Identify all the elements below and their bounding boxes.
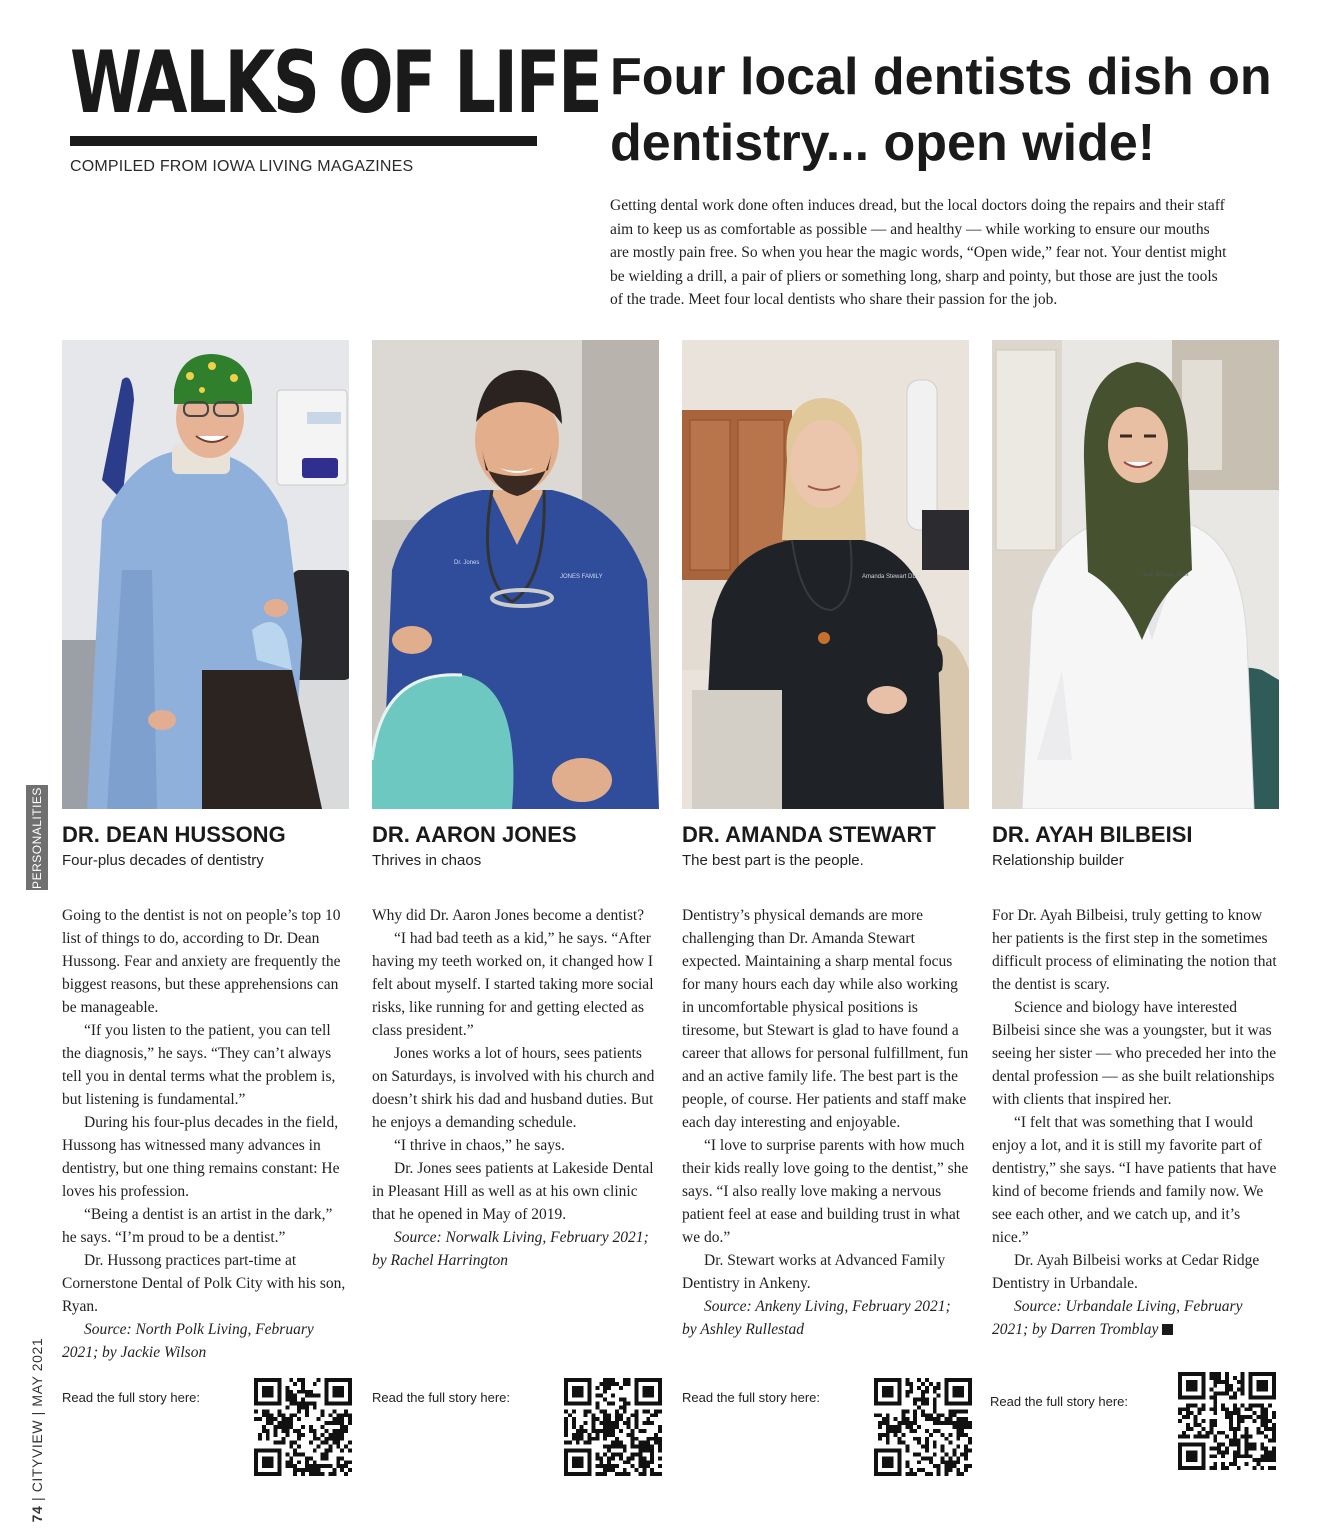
qr-code-icon[interactable] (564, 1378, 662, 1476)
coat-name-embroidery: Ayah Bilbeisi, DDS (1142, 572, 1189, 578)
body-paragraph: Dr. Hussong practices part-time at Cornerstone Dental of Polk City with his son, Ryan. (62, 1252, 346, 1315)
masthead-rule (70, 136, 537, 146)
photo-amanda-stewart (682, 340, 969, 809)
dentist-name: DR. AYAH BILBEISI (992, 822, 1193, 847)
profile-bilbeisi (992, 340, 1279, 1341)
body-paragraph: “I love to surprise parents with how much their kids really love going to the dentist,” she says. “I also really love making a nervous patient feel at ease and building trust in what we do.” (682, 1137, 969, 1246)
end-of-story-mark (1162, 1324, 1173, 1335)
qr-code-icon[interactable] (254, 1378, 352, 1476)
compiled-credit: COMPILED FROM IOWA LIVING MAGAZINES (70, 158, 414, 175)
profile-body (62, 904, 349, 1364)
section-title: WALKS OF LIFE (70, 33, 601, 133)
jones-portrait-image (372, 340, 659, 809)
source-credit: Source: Norwalk Living, February 2021; by Rachel Harrington (372, 1229, 649, 1269)
body-paragraph: Dentistry’s physical demands are more challenging than Dr. Amanda Stewart expected. Maintaining a sharp mental focus for many hours each day while also working in uncomfortable physical positions is tiresome, but Stewart is glad to have found a career that allows for personal fulfillment, fun and an active family life. The best part is the people, of course. Her patients and staff make each day interesting and enjoyable. (682, 907, 969, 1131)
read-more-label: Read the full story here: (990, 1394, 1129, 1409)
scrubs-name-embroidery: Dr. Jones (454, 560, 480, 566)
dentist-name: DR. AARON JONES (372, 822, 577, 847)
read-more-label: Read the full story here: (372, 1390, 511, 1405)
body-paragraph: Jones works a lot of hours, sees patients on Saturdays, is involved with his church and doesn’t shirk his dad and husband duties. But he enjoys a demanding schedule. (372, 1045, 655, 1131)
profile-body (992, 904, 1279, 1341)
qr-code-icon[interactable] (874, 1378, 972, 1476)
body-paragraph: Dr. Stewart works at Advanced Family Dentistry in Ankeny. (682, 1252, 946, 1292)
photo-ayah-bilbeisi (992, 340, 1279, 809)
photo-dean-hussong (62, 340, 349, 809)
article-headline: Four local dentists dish on dentistry... open wide! (610, 48, 1272, 172)
folio-separator: | (29, 1496, 45, 1502)
read-more-label: Read the full story here: (682, 1390, 821, 1405)
body-paragraph: Science and biology have interested Bilbeisi since she was a youngster, but it was seeing her sister — who preceded her into the dental profession — as she built relationships with clients that inspired her. (992, 999, 1277, 1108)
scrubs-logo-text: JONES FAMILY (560, 574, 603, 580)
dentist-name: DR. AMANDA STEWART (682, 822, 936, 847)
profile-hussong (62, 340, 349, 1364)
jacket-name-embroidery: Amanda Stewart DDS (862, 574, 921, 580)
stewart-portrait-image (682, 340, 969, 809)
hussong-portrait-image (62, 340, 349, 809)
dentist-tagline: Four-plus decades of dentistry (62, 852, 264, 869)
body-paragraph: Dr. Ayah Bilbeisi works at Cedar Ridge Dentistry in Urbandale. (992, 1252, 1260, 1292)
profile-stewart (682, 340, 969, 1341)
qr-code-icon[interactable] (1178, 1372, 1276, 1470)
source-text: Source: Urbandale Living, February 2021; by Darren Tromblay (992, 1298, 1243, 1338)
page-number: 74 (29, 1505, 45, 1523)
source-credit: Source: North Polk Living, February 2021; by Jackie Wilson (62, 1321, 314, 1361)
masthead (70, 33, 601, 175)
folio-separator: | (29, 1411, 45, 1416)
profile-jones (372, 340, 659, 1272)
body-paragraph: Why did Dr. Aaron Jones become a dentist? (372, 907, 645, 924)
issue-date: MAY 2021 (29, 1337, 45, 1407)
profile-body (682, 904, 969, 1341)
source-credit: Source: Ankeny Living, February 2021; by Ashley Rullestad (682, 1298, 951, 1338)
article-intro: Getting dental work done often induces dread, but the local doctors doing the repairs and their staff aim to keep us as comfortable as possible — and healthy — while working to ensure our mouths are mostly pain free. So when you hear the magic words, “Open wide,” fear not. Your dentist might be wielding a drill, a pair of pliers or something long, sharp and pointy, but those are just the tools of the trade. Meet four local dentists who share their passion for the job. (610, 197, 1227, 308)
page-folio (29, 1338, 45, 1523)
body-paragraph: “Being a dentist is an artist in the dark,” he says. “I’m proud to be a dentist.” (62, 1206, 333, 1246)
body-paragraph: “I had bad teeth as a kid,” he says. “After having my teeth worked on, it changed how I felt about myself. I started taking more social risks, like running for and getting elected as class president.” (372, 930, 654, 1039)
body-paragraph: “I felt that was something that I would enjoy a lot, and it is still my favorite part of dentistry,” she says. “I have patients that have kind of become friends and family now. We see each other, and we catch up, and it’s nice.” (992, 1114, 1277, 1246)
publication-name: CITYVIEW (29, 1419, 45, 1493)
body-paragraph: Dr. Jones sees patients at Lakeside Dental in Pleasant Hill as well as at his own clinic that he opened in May of 2019. (372, 1160, 654, 1223)
read-more-hussong (62, 1372, 352, 1476)
body-paragraph: “If you listen to the patient, you can tell the diagnosis,” he says. “They can’t always tell you in dental terms what the problem is, but listening is fundamental.” (62, 1022, 336, 1108)
body-paragraph: “I thrive in chaos,” he says. (394, 1137, 565, 1154)
profile-body (372, 904, 659, 1272)
section-tab (26, 785, 48, 890)
read-more-stewart (682, 1372, 972, 1476)
read-more-label: Read the full story here: (62, 1390, 201, 1405)
bilbeisi-portrait-image (992, 340, 1279, 809)
body-paragraph: Going to the dentist is not on people’s top 10 list of things to do, according to Dr. Dean Hussong. Fear and anxiety are frequently the biggest reasons, but these apprehensions can be manageable. (62, 907, 341, 1016)
body-paragraph: For Dr. Ayah Bilbeisi, truly getting to know her patients is the first step in the sometimes difficult process of eliminating the notion that the dentist is scary. (992, 907, 1277, 993)
section-tab-label: PERSONALITIES (30, 786, 44, 889)
dentist-tagline: The best part is the people. (682, 852, 864, 869)
dentist-tagline: Relationship builder (992, 852, 1124, 869)
read-more-bilbeisi (990, 1372, 1280, 1476)
dentist-name: DR. DEAN HUSSONG (62, 822, 286, 847)
body-paragraph: During his four-plus decades in the field, Hussong has witnessed many advances in dentistry, but one thing remains constant: He loves his profession. (62, 1114, 340, 1200)
read-more-jones (372, 1372, 662, 1476)
source-credit (992, 1295, 1279, 1341)
dentist-tagline: Thrives in chaos (372, 852, 482, 869)
photo-aaron-jones (372, 340, 659, 809)
